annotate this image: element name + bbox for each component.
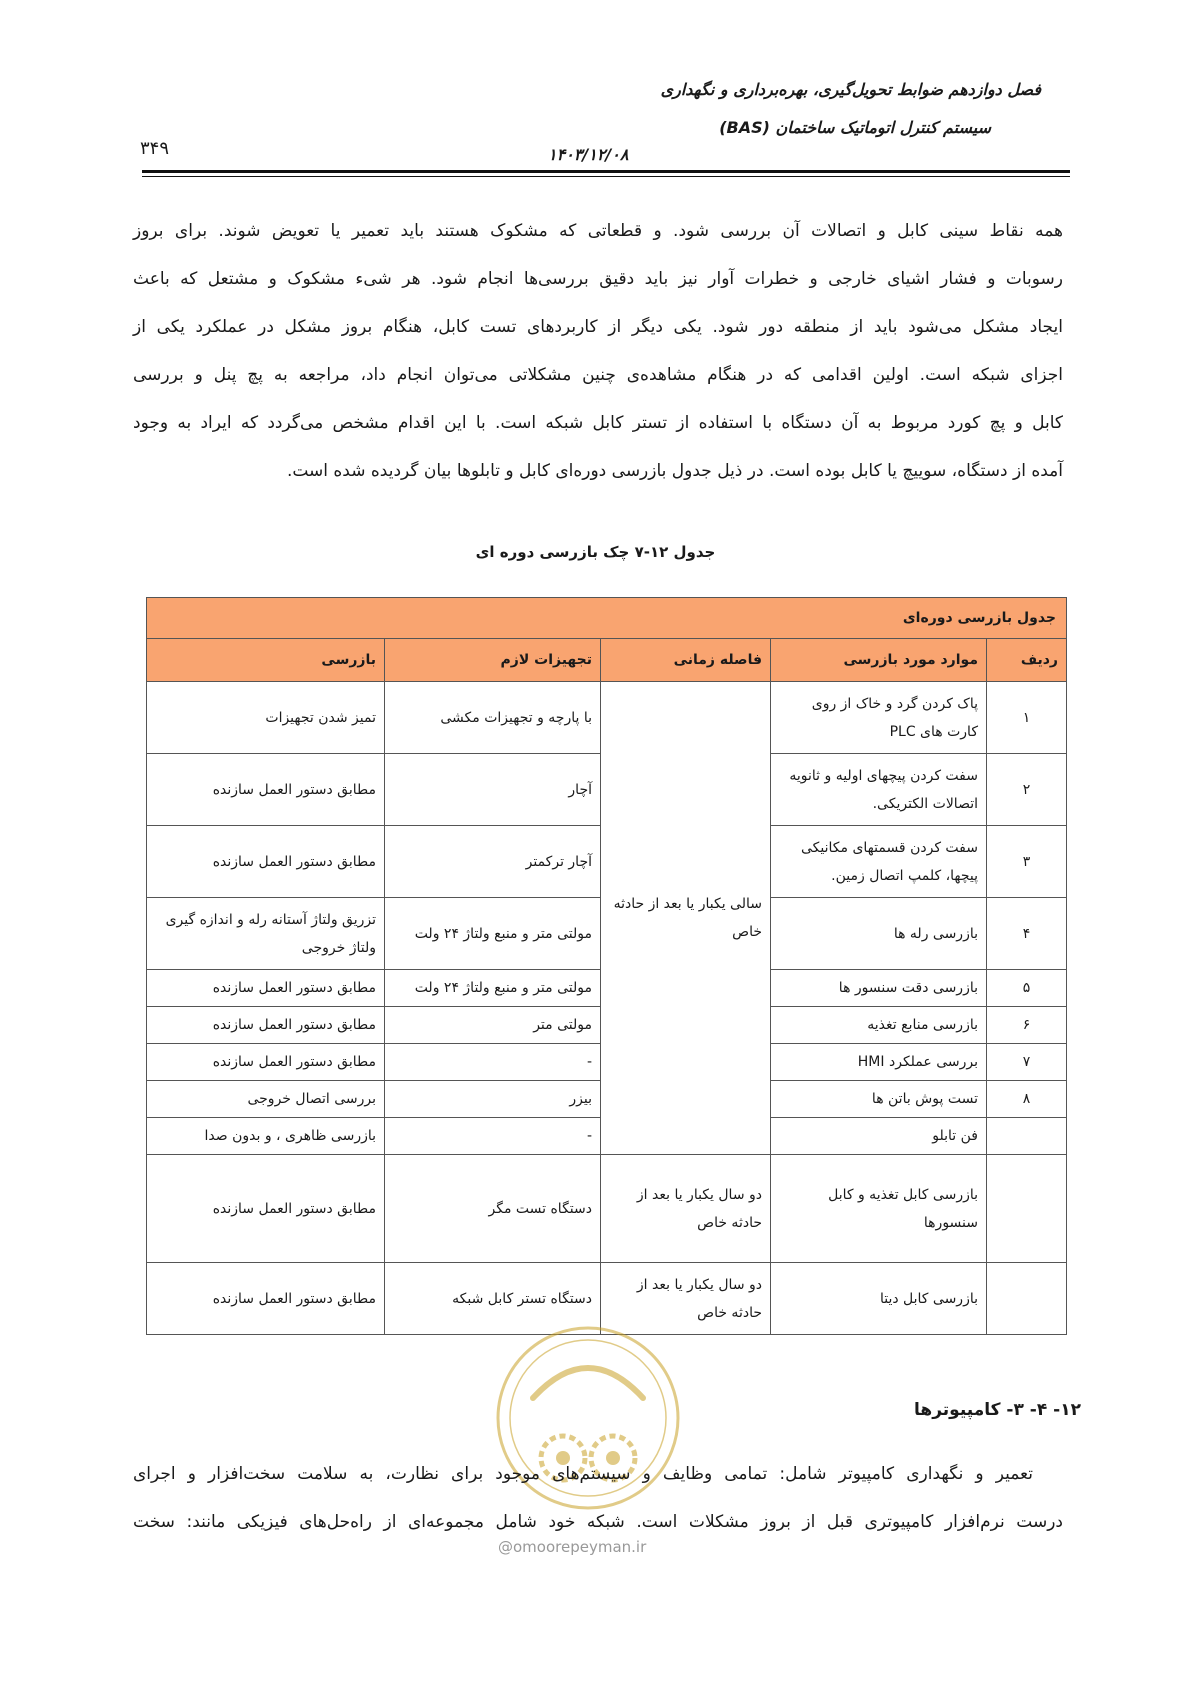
row-item: بازرسی رله ها <box>771 898 987 970</box>
row-interval: دو سال یکبار یا بعد از حادثه خاص <box>601 1263 771 1335</box>
header-date: ۱۴۰۳/۱۲/۰۸ <box>548 145 629 164</box>
row-item: بازرسی منابع تغذیه <box>771 1007 987 1044</box>
row-index: ۶ <box>987 1007 1067 1044</box>
row-inspection: مطابق دستور العمل سازنده <box>147 826 385 898</box>
paragraph-line: کابل و پچ کورد مربوط به آن دستگاه با استفاده از تستر کابل شبکه است. با این اقدام مشخص می‌گردد که ایراد به وجود <box>133 413 1063 433</box>
row-index: ۴ <box>987 898 1067 970</box>
row-equipment: - <box>385 1044 601 1081</box>
row-inspection: مطابق دستور العمل سازنده <box>147 1263 385 1335</box>
row-item: بررسی عملکرد HMI <box>771 1044 987 1081</box>
paragraph-line: درست نرم‌افزار کامپیوتری قبل از بروز مشکلات است. شبکه خود شامل مجموعه‌ای از راه‌حل‌های فیزیکی مانند: سخت <box>133 1512 1063 1532</box>
watermark-website: @omoorepeyman.ir <box>498 1538 647 1556</box>
row-index: ۳ <box>987 826 1067 898</box>
row-item: بازرسی دقت سنسور ها <box>771 970 987 1007</box>
table-caption: جدول ۱۲-۷ چک بازرسی دوره ای <box>475 543 716 561</box>
table-title-row <box>147 598 1067 639</box>
row-item: سفت کردن قسمتهای مکانیکی پیچها، کلمپ اتصال زمین. <box>771 826 987 898</box>
header-rule-thin <box>142 176 1070 177</box>
row-interval: دو سال یکبار یا بعد از حادثه خاص <box>601 1155 771 1263</box>
row-item: بازرسی کابل دیتا <box>771 1263 987 1335</box>
row-item: پاک کردن گرد و خاک از روی کارت های PLC <box>771 682 987 754</box>
row-equipment: بیزر <box>385 1081 601 1118</box>
row-equipment: دستگاه تست مگر <box>385 1155 601 1263</box>
table-title: جدول بازرسی دوره‌ای <box>147 598 1067 639</box>
table-header-row <box>147 639 1067 682</box>
row-inspection: تمیز شدن تجهیزات <box>147 682 385 754</box>
row-index: ۷ <box>987 1044 1067 1081</box>
section-title: ۱۲- ۴- ۳- کامپیوترها <box>914 1400 1081 1420</box>
row-equipment: با پارچه و تجهیزات مکشی <box>385 682 601 754</box>
paragraph-line: تعمیر و نگهداری کامپیوتر شامل: تمامی وظایف و سیستم‌های موجود برای نظارت، به سلامت سخت‌افزار و اجرای <box>133 1464 1033 1484</box>
row-inspection: مطابق دستور العمل سازنده <box>147 1044 385 1081</box>
header-equipment: تجهیزات لازم <box>385 639 601 682</box>
shared-interval: سالی یکبار یا بعد از حادثه خاص <box>601 682 771 1155</box>
row-inspection: مطابق دستور العمل سازنده <box>147 1007 385 1044</box>
header-rule-thick <box>142 170 1070 173</box>
row-inspection: بازرسی ظاهری ، و بدون صدا <box>147 1118 385 1155</box>
header-row-number: ردیف <box>987 639 1067 682</box>
row-item: تست پوش باتن ها <box>771 1081 987 1118</box>
row-index: ۲ <box>987 754 1067 826</box>
row-inspection: بررسی اتصال خروجی <box>147 1081 385 1118</box>
row-equipment: - <box>385 1118 601 1155</box>
row-equipment: مولتی متر <box>385 1007 601 1044</box>
table-row <box>147 682 1067 754</box>
row-item: فن تابلو <box>771 1118 987 1155</box>
row-equipment: مولتی متر و منبع ولتاژ ۲۴ ولت <box>385 898 601 970</box>
row-index <box>987 1118 1067 1155</box>
row-index <box>987 1155 1067 1263</box>
header-item: موارد مورد بازرسی <box>771 639 987 682</box>
row-index: ۱ <box>987 682 1067 754</box>
paragraph-line: همه نقاط سینی کابل و اتصالات آن بررسی شود. و قطعاتی که مشکوک هستند باید تعمیر یا تعویض شوند. برای بروز <box>133 221 1063 241</box>
header-interval: فاصله زمانی <box>601 639 771 682</box>
row-equipment: مولتی متر و منبع ولتاژ ۲۴ ولت <box>385 970 601 1007</box>
row-equipment: آچار <box>385 754 601 826</box>
row-inspection: مطابق دستور العمل سازنده <box>147 970 385 1007</box>
table-row <box>147 1155 1067 1263</box>
paragraph-line: ایجاد مشکل می‌شود باید از منطقه دور شود. یکی دیگر از کاربردهای تست کابل، هنگام بروز مشکل در عملکرد یکی از <box>133 317 1063 337</box>
row-item: بازرسی کابل تغذیه و کابل سنسورها <box>771 1155 987 1263</box>
paragraph-line: اجزای شبکه است. اولین اقدامی که در هنگام مشاهده‌ی چنین مشکلاتی می‌توان انجام داد، مراجعه به پچ پنل و بررسی <box>133 365 1063 385</box>
body-paragraph <box>133 1450 1063 1546</box>
row-index: ۵ <box>987 970 1067 1007</box>
row-inspection: تزریق ولتاژ آستانه رله و اندازه گیری ولتاژ خروجی <box>147 898 385 970</box>
row-equipment: دستگاه تستر کابل شبکه <box>385 1263 601 1335</box>
row-equipment: آچار ترکمتر <box>385 826 601 898</box>
row-item: سفت کردن پیچهای اولیه و ثانویه اتصالات الکتریکی. <box>771 754 987 826</box>
body-paragraph <box>133 207 1063 495</box>
row-inspection: مطابق دستور العمل سازنده <box>147 754 385 826</box>
row-index <box>987 1263 1067 1335</box>
system-title: سیستم کنترل اتوماتیک ساختمان (BAS) <box>719 118 991 137</box>
chapter-title: فصل دوازدهم ضوابط تحویل‌گیری، بهره‌برداری و نگهداری <box>660 80 1041 99</box>
inspection-table <box>146 597 1067 1335</box>
row-index: ۸ <box>987 1081 1067 1118</box>
row-inspection: مطابق دستور العمل سازنده <box>147 1155 385 1263</box>
paragraph-line: آمده از دستگاه، سوییچ یا کابل بوده است. در ذیل جدول بازرسی دوره‌ای کابل و تابلوها بیان گردیده شده است. <box>286 461 1063 481</box>
page-number: ۳۴۹ <box>140 138 170 159</box>
paragraph-line: رسوبات و فشار اشیای خارجی و خطرات آوار نیز باید دقیق بررسی‌ها انجام شود. هر شیء مشکوک و مشتعل که باعث <box>133 269 1063 289</box>
header-inspection: بازرسی <box>147 639 385 682</box>
